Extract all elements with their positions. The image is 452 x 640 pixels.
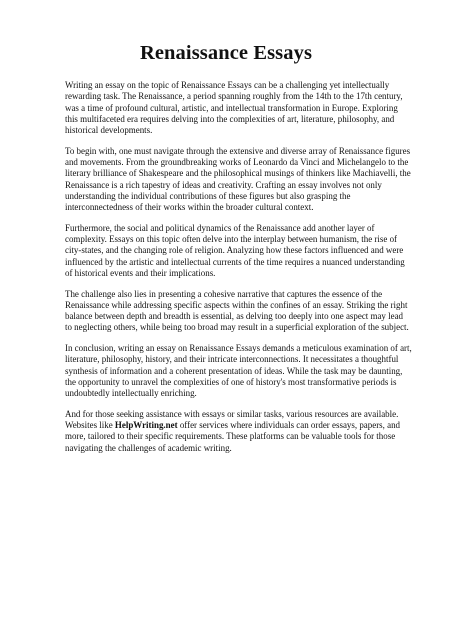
paragraph-line: Renaissance is a rich tapestry of ideas and creativity. Crafting an essay involves not only bbox=[65, 179, 382, 190]
paragraph-line: undoubtedly intellectually enriching. bbox=[65, 388, 197, 398]
body-paragraph bbox=[65, 343, 412, 399]
paragraph-line: the opportunity to unravel the complexities of one of history's most transformative periods is bbox=[65, 376, 397, 387]
document-body bbox=[65, 80, 412, 399]
paragraph-line: rewarding task. The Renaissance, a period spanning roughly from the 14th to the 17th century, bbox=[65, 91, 403, 102]
helpwriting-link[interactable]: HelpWriting.net bbox=[114, 420, 178, 430]
closing-line: more, tailored to their specific requirements. These platforms can be valuable tools for those bbox=[65, 431, 396, 442]
paragraph-line: understanding the individual contributions of these figures but also grasping the bbox=[65, 190, 351, 201]
paragraph-line: literary brilliance of Shakespeare and the philosophical musings of thinkers like Machiavelli, the bbox=[65, 168, 411, 179]
body-paragraph bbox=[65, 145, 411, 214]
closing-line: navigating the challenges of academic writing. bbox=[65, 442, 232, 453]
paragraph-line: to neglecting others, while being too broad may result in a superficial exploration of the subject. bbox=[65, 322, 409, 333]
body-paragraph bbox=[65, 222, 405, 279]
paragraph-line: was a time of profound cultural, artistic, and intellectual transformation in Europe. Exploring bbox=[65, 102, 398, 113]
paragraph-line: balance between depth and breadth is essential, as delving too deeply into one aspect may lead bbox=[65, 311, 404, 321]
paragraph-line: this multifaceted era requires delving into the complexities of art, literature, philosophy, and bbox=[65, 113, 395, 124]
paragraph-line: historical developments. bbox=[65, 125, 153, 135]
body-paragraph bbox=[65, 288, 409, 334]
paragraph-line: literature, philosophy, history, and their intricate interconnections. It necessitates a thoughtful bbox=[65, 354, 399, 365]
document-title: Renaissance Essays bbox=[139, 42, 313, 64]
paragraph-line: and movements. From the groundbreaking works of Leonardo da Vinci and Michelangelo to the bbox=[65, 157, 409, 167]
paragraph-line: In conclusion, writing an essay on Renaissance Essays demands a meticulous examination of art, bbox=[65, 343, 412, 353]
closing-line: And for those seeking assistance with essays or similar tasks, various resources are available. bbox=[65, 408, 399, 419]
closing-line bbox=[65, 420, 401, 431]
paragraph-line: The challenge also lies in presenting a cohesive narrative that captures the essence of the bbox=[65, 288, 383, 299]
paragraph-line: influenced by the artistic and intellectual currents of the time requires a nuanced understanding bbox=[65, 256, 405, 267]
paragraph-line: of historical events and their implications. bbox=[65, 267, 216, 278]
paragraph-line: To begin with, one must navigate through the extensive and diverse array of Renaissance figures bbox=[65, 145, 411, 156]
paragraph-line: Writing an essay on the topic of Renaissance Essays can be a challenging yet intellectually bbox=[65, 80, 390, 90]
paragraph-line: Furthermore, the social and political dynamics of the Renaissance add another layer of bbox=[65, 222, 375, 233]
paragraph-line: city-states, and the changing role of religion. Analyzing how these factors influenced and were bbox=[65, 245, 404, 256]
body-paragraph bbox=[65, 80, 403, 136]
closing-text: offer services where individuals can order essays, papers, and bbox=[177, 420, 401, 430]
closing-text: Websites like bbox=[65, 420, 115, 430]
closing-paragraph bbox=[65, 408, 401, 454]
paragraph-line: Renaissance while addressing specific aspects within the confines of an essay. Striking the right bbox=[65, 299, 408, 310]
paragraph-line: complexity. Essays on this topic often delve into the interplay between humanism, the rise of bbox=[65, 234, 398, 244]
paragraph-line: synthesis of information and a coherent presentation of ideas. While the task may be daunting, bbox=[65, 365, 403, 376]
paragraph-line: interconnectedness of their works within the broader cultural context. bbox=[65, 202, 314, 212]
